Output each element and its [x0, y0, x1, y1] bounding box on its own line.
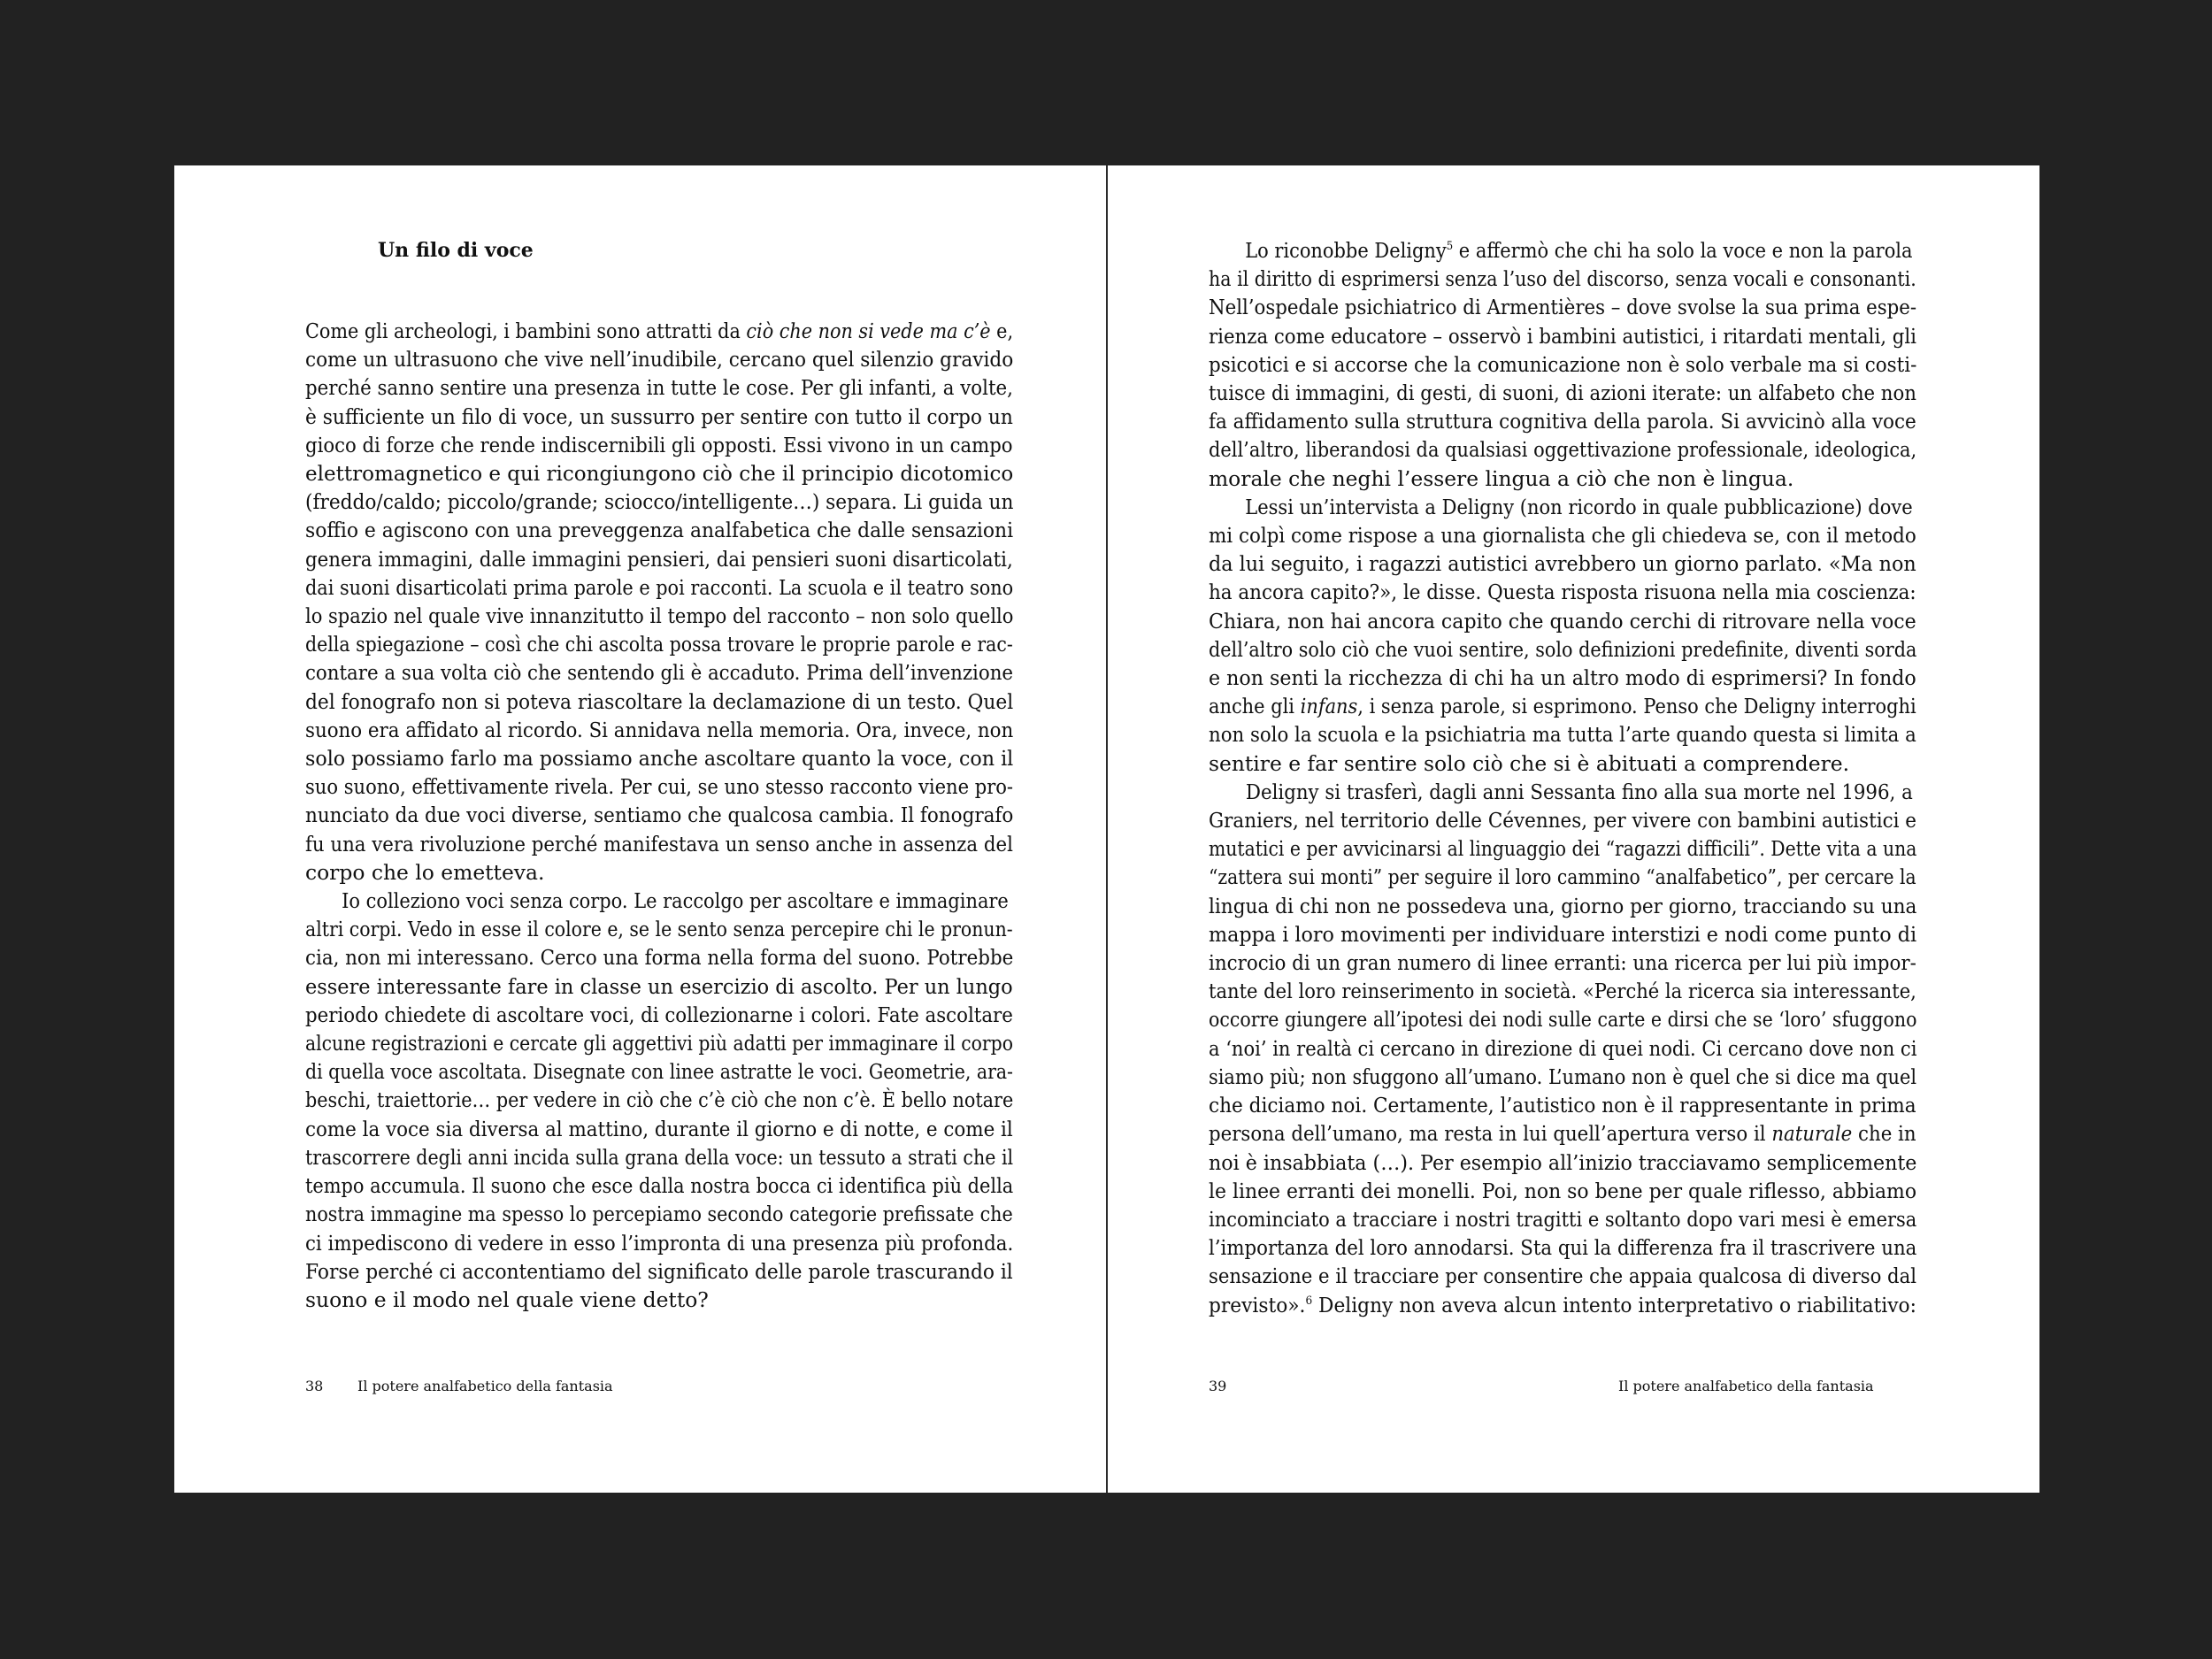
left-paragraph-2	[305, 887, 1013, 1314]
text-line: nostra immagine ma spesso lo percepiamo secondo categorie prefissate che	[305, 1202, 1013, 1227]
text-line: mutatici e per avvicinarsi al linguaggio dei “ragazzi difficili”. Dette vita a una	[1209, 836, 1917, 862]
text-line: (freddo/caldo; piccolo/grande; sciocco/intelligente…) separa. Li guida un	[305, 489, 1014, 515]
text-line: come la voce sia diversa al mattino, durante il giorno e di notte, e come il	[305, 1116, 1013, 1141]
text-line: occorre giungere all’ipotesi dei nodi sulle carte e dirsi che se ‘loro’ sfuggono	[1209, 1007, 1917, 1033]
text-line: dai suoni disarticolati prima parole e poi racconti. La scuola e il teatro sono	[305, 574, 1014, 600]
text-line: l’importanza del loro annodarsi. Sta qui la differenza fra il trascrivere una	[1209, 1235, 1917, 1261]
text-line: lo spazio nel quale vive innanzitutto il tempo del racconto – non solo quello	[305, 603, 1014, 629]
text-line: morale che neghi l’essere lingua a ciò che non è lingua.	[1209, 465, 1794, 491]
text-line: le linee erranti dei monelli. Poi, non so bene per quale riflesso, abbiamo	[1209, 1178, 1917, 1203]
text-line: lingua di chi non ne possedeva una, giorno per giorno, tracciando su una	[1209, 893, 1917, 918]
text-line: dell’altro solo ciò che vuoi sentire, solo definizioni predefinite, diventi sorda	[1209, 636, 1917, 662]
text-line: Deligny si trasferì, dagli anni Sessanta fino alla sua morte nel 1996, a	[1245, 779, 1913, 804]
text-line: ha ancora capito?», le disse. Questa risposta risuona nella mia coscienza:	[1209, 580, 1916, 605]
footnote-marker: 5	[1446, 240, 1454, 253]
right-paragraph-1	[1209, 236, 1916, 493]
text-line: genera immagini, dalle immagini pensieri, dai pensieri suoni disarticolati,	[305, 546, 1013, 572]
text-line: che diciamo noi. Certamente, l’autistico non è il rappresentante in prima	[1209, 1093, 1916, 1118]
text-line: periodo chiedete di ascoltare voci, di collezionarne i colori. Fate ascoltare	[305, 1002, 1013, 1027]
text-line: di quella voce ascoltata. Disegnate con linee astratte le voci. Geometrie, ara-	[305, 1059, 1013, 1085]
chapter-heading: Un filo di voce	[378, 239, 534, 262]
left-page-body	[305, 317, 1013, 1314]
left-page-number: 38	[305, 1378, 324, 1394]
text-line: psicotici e si accorse che la comunicazione non è solo verbale ma si costi-	[1209, 351, 1917, 377]
text-line: nunciato da due voci diverse, sentiamo che qualcosa cambia. Il fonografo	[305, 803, 1014, 828]
text-line: rienza come educatore – osservò i bambini autistici, i ritardati mentali, gli	[1209, 323, 1916, 349]
text-line: tante del loro reinserimento in società. «Perché la ricerca sia interessante,	[1209, 979, 1916, 1004]
text-line: dell’altro, liberandosi da qualsiasi oggettivazione professionale, ideologica,	[1209, 437, 1917, 463]
text-line: Lessi un’intervista a Deligny (non ricordo in quale pubblicazione) dove	[1245, 494, 1913, 519]
text-line: fa affidamento sulla struttura cognitiva della parola. Si avvicinò alla voce	[1209, 409, 1916, 434]
text-line: tempo accumula. Il suono che esce dalla nostra bocca ci identifica più della	[305, 1173, 1014, 1199]
right-page-body	[1209, 236, 1916, 1319]
text-line: Chiara, non hai ancora capito che quando cerchi di ritrovare nella voce	[1209, 608, 1916, 634]
text-line: sensazione e il tracciare per consentire che appaia qualcosa di diverso dal	[1209, 1263, 1916, 1289]
text-line: non solo la scuola e la psichiatria ma tutta l’arte quando questa si limita a	[1209, 722, 1916, 748]
text-line: noi è insabbiata (…). Per esempio all’inizio tracciavamo semplicemente	[1209, 1149, 1917, 1175]
text-line: del fonografo non si poteva riascoltare la declamazione di un testo. Quel	[305, 688, 1014, 714]
text-line: elettromagnetico e qui ricongiungono ciò che il principio dicotomico	[305, 461, 1014, 487]
text-line: sentire e far sentire solo ciò che si è abituati a comprendere.	[1209, 750, 1850, 776]
text-line: alcune registrazioni e cercate gli aggettivi più adatti per immaginare il corpo	[305, 1031, 1013, 1056]
text-line: Nell’ospedale psichiatrico di Armentières – dove svolse la sua prima espe-	[1209, 295, 1917, 320]
text-line: ci impediscono di vedere in esso l’impronta di una presenza più profonda.	[305, 1230, 1014, 1256]
text-line: suono era affidato al ricordo. Si annidava nella memoria. Ora, invece, non	[305, 717, 1014, 742]
text-line: della spiegazione – così che chi ascolta possa trovare le proprie parole e rac-	[305, 632, 1013, 657]
right-page-number: 39	[1209, 1378, 1227, 1394]
text-line: incrocio di un gran numero di linee erranti: una ricerca per lui più impor-	[1209, 950, 1916, 976]
text-line: persona dell’umano, ma resta in lui quell’apertura verso il naturale che in	[1209, 1121, 1916, 1147]
left-running-title: Il potere analfabetico della fantasia	[357, 1378, 613, 1394]
text-line: mappa i loro movimenti per individuare interstizi e nodi come punto di	[1209, 921, 1917, 947]
text-line: mi colpì come rispose a una giornalista che gli chiedeva se, con il metodo	[1209, 523, 1916, 549]
text-line: essere interessante fare in classe un esercizio di ascolto. Per un lungo	[305, 973, 1013, 999]
text-line: trascorrere degli anni incida sulla grana della voce: un tessuto a strati che il	[305, 1144, 1014, 1170]
text-line: da lui seguito, i ragazzi autistici avrebbero un giorno parlato. «Ma non	[1209, 551, 1916, 577]
text-line: come un ultrasuono che vive nell’inudibile, cercano quel silenzio gravido	[305, 347, 1014, 373]
text-line: suono e il modo nel quale viene detto?	[305, 1286, 709, 1312]
text-line: è sufficiente un filo di voce, un sussurro per sentire con tutto il corpo un	[305, 403, 1013, 429]
text-line: suo suono, effettivamente rivela. Per cui, se uno stesso racconto viene pro-	[305, 774, 1014, 800]
text-line: Io colleziono voci senza corpo. Le raccolgo per ascoltare e immaginare	[342, 888, 1009, 914]
text-line: tuisce di immagini, di gesti, di suoni, di azioni iterate: un alfabeto che non	[1209, 380, 1916, 406]
text-line: cia, non mi interessano. Cerco una forma nella forma del suono. Potrebbe	[305, 945, 1014, 971]
text-line: corpo che lo emetteva.	[305, 859, 545, 885]
text-line: beschi, traiettorie… per vedere in ciò che c’è ciò che non c’è. È bello notare	[305, 1087, 1014, 1113]
right-running-title: Il potere analfabetico della fantasia	[1618, 1378, 1874, 1394]
book-spread	[174, 165, 2039, 1493]
text-line: contare a sua volta ciò che sentendo gli è accaduto. Prima dell’invenzione	[305, 660, 1014, 686]
right-paragraph-2	[1209, 493, 1916, 778]
text-line: soffio e agiscono con una preveggenza analfabetica che dalle sensazioni	[305, 518, 1014, 543]
text-line: a ‘noi’ in realtà ci cercano in direzione di quei nodi. Ci cercano dove non ci	[1209, 1035, 1917, 1061]
left-paragraph-1	[305, 317, 1013, 887]
footnote-marker: 6	[1305, 1294, 1313, 1308]
text-line: Forse perché ci accontentiamo del significato delle parole trascurando il	[305, 1258, 1013, 1284]
text-line: perché sanno sentire una presenza in tutte le cose. Per gli infanti, a volte,	[305, 375, 1013, 401]
text-line: solo possiamo farlo ma possiamo anche ascoltare quanto la voce, con il	[305, 746, 1014, 772]
right-paragraph-3	[1209, 778, 1916, 1319]
page-gutter	[1106, 165, 1108, 1493]
text-line: previsto».$^6$ Deligny non aveva alcun intento interpretativo o riabilitativo:	[1209, 1292, 1916, 1317]
text-line: Lo riconobbe Deligny$^5$ e affermò che chi ha solo la voce e non la parola	[1245, 238, 1913, 263]
text-line: incominciato a tracciare i nostri tragitti e soltanto dopo vari mesi è emersa	[1209, 1206, 1917, 1232]
text-line: Graniers, nel territorio delle Cévennes, per vivere con bambini autistici e	[1209, 808, 1917, 833]
text-line: anche gli infans, i senza parole, si esprimono. Penso che Deligny interroghi	[1209, 694, 1916, 719]
text-line: fu una vera rivoluzione perché manifestava un senso anche in assenza del	[305, 831, 1013, 856]
text-line: gioco di forze che rende indiscernibili gli opposti. Essi vivono in un campo	[305, 432, 1013, 457]
text-line: ha il diritto di esprimersi senza l’uso del discorso, senza vocali e consonanti.	[1209, 266, 1916, 292]
text-line: e non senti la ricchezza di chi ha un altro modo di esprimersi? In fondo	[1209, 665, 1916, 691]
text-line: Come gli archeologi, i bambini sono attratti da ciò che non si vede ma c’è e,	[305, 319, 1014, 343]
text-line: altri corpi. Vedo in esse il colore e, se le sento senza percepire chi le pronun-	[305, 917, 1013, 942]
text-line: siamo più; non sfuggono all’umano. L’umano non è quel che si dice ma quel	[1209, 1064, 1917, 1089]
text-line: “zattera sui monti” per seguire il loro cammino “analfabetico”, per cercare la	[1209, 864, 1916, 890]
